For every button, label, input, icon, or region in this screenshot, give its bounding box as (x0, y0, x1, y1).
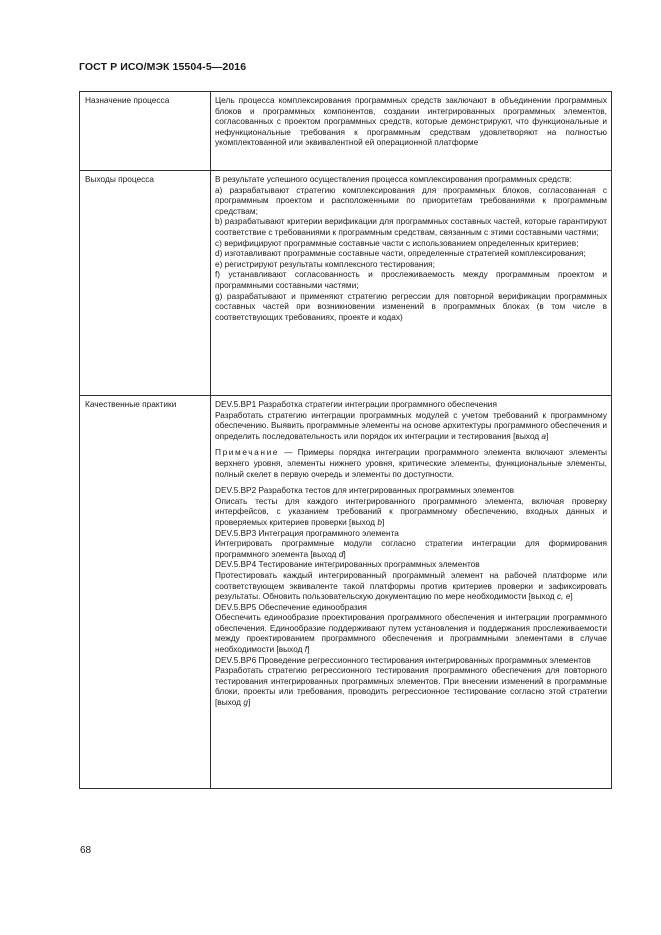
output-item-e: e) регистрируют результаты комплексного тестирования; (215, 258, 435, 269)
bp3-title: DEV.5.BP3 Интеграция программного элемента (215, 527, 399, 538)
bp4-title: DEV.5.BP4 Тестирование интегрированных программных элементов (215, 559, 480, 570)
bp5-text: Обеспечить единообразие проектирования программного обеспечения и интеграции программного обеспечения. Единообразие поддерживают путем установления и поддержания прослеживаемости между проектированием программного обеспечения и программными элементами в случае необходимости [выход f] (215, 612, 607, 655)
output-item-a: а) разрабатывают стратегию комплексирования для программных блоков, согласованная с программным проектом и расположенными по приоритетам требованиями к программным средствам; (215, 184, 607, 216)
bp2-text: Описать тесты для каждого интегрированного программного элемента, включая проверку интерфейсов, с указанием требований к программному обеспечению, входных данных и проверяемых критериев проверки [выход b] (215, 495, 607, 527)
practices-cell (211, 396, 612, 789)
note-text: — Примеры порядка интеграции программного элемента включают элементы верхнего уровня, элементы нижнего уровня, критические элементы, функциональные элементы, полный скелет в первую очередь и элементы по доступности. (215, 447, 607, 479)
outputs-cell (211, 171, 612, 396)
table-row-outputs (80, 171, 612, 396)
process-table (79, 91, 612, 789)
outputs-label: Выходы процесса (80, 171, 211, 396)
bp3-text: Интегрировать программные модули согласно стратегии интеграции для формирования программного элемента [выход d] (215, 538, 607, 559)
output-item-f: f) устанавливают согласованность и прослеживаемость между программным проектом и программными составными частями; (215, 269, 607, 290)
table-row-practices (80, 396, 612, 789)
outputs-intro: В результате успешного осуществления процесса комплексирования программных средств: (215, 174, 572, 184)
bp1-title: DEV.5.BP1 Разработка стратегии интеграции программного обеспечения (215, 399, 497, 409)
page-number: 68 (80, 845, 92, 856)
bp6-title: DEV.5.BP6 Проведение регрессионного тестирования интегрированных программных элементов (215, 654, 591, 665)
bp1-text: Разработать стратегию интеграции программных модулей с учетом требований к программному обеспечению. Выявить программные элементы на основе архитектуры программного обеспечения и определить последовательность или порядок их интеграции и тестирования [выход a] (215, 409, 607, 441)
output-item-d: d) изготавливают программные составные части, определенные стратегией комплексирования; (215, 248, 586, 259)
purpose-text: Цель процесса комплексирования программных средств заключают в объединении программных блоков и программных компонентов, создании интегрированных программных элементов, согласованных с проектом программных средств, которые демонстрируют, что функциональные и нефункциональные требования к программным средствам удовлетворяют на полностью укомплектованной или эквивалентной ей операционной платформе (211, 92, 612, 171)
practices-label: Качественные практики (80, 396, 211, 789)
document-header: ГОСТ Р ИСО/МЭК 15504-5—2016 (79, 61, 247, 73)
table-row-purpose (80, 92, 612, 171)
bp2-title: DEV.5.BP2 Разработка тестов для интегрированных программных элементов (215, 485, 515, 496)
output-item-c: c) верифицируют программные составные части с использованием определенных критериев; (215, 237, 579, 248)
note-prefix: Примечание (215, 447, 280, 458)
note (215, 447, 607, 479)
bp6-text: Разработать стратегию регрессионного тестирования программного обеспечения для повторного тестирования интегрированных программных элементов. При внесении изменений в программные блоки, проекты или требования, проводить регрессионное тестирование согласно этой стратегии [выход g] (215, 665, 607, 708)
purpose-label: Назначение процесса (80, 92, 211, 171)
output-item-b: b) разрабатывают критерии верификации для программных составных частей, которые гарантируют соответствие с требованиями к программным средствам, связанным с этими составными частями; (215, 216, 607, 237)
bp4-text: Протестировать каждый интегрированный программный элемент на рабочей платформе или соответствующем эквиваленте такой платформы против критериев проверки и зафиксировать результаты. Обновить пользовательскую документацию по мере необходимости [выход c, e] (215, 569, 607, 602)
bp5-title: DEV.5.BP5 Обеспечение единообразия (215, 601, 367, 612)
output-item-g: g) разрабатывают и применяют стратегию регрессии для повторной верификации программных составных частей при возникновении изменений в программных блоках (в том числе в соответствующих требованиях, проекте и кодах) (215, 290, 607, 322)
